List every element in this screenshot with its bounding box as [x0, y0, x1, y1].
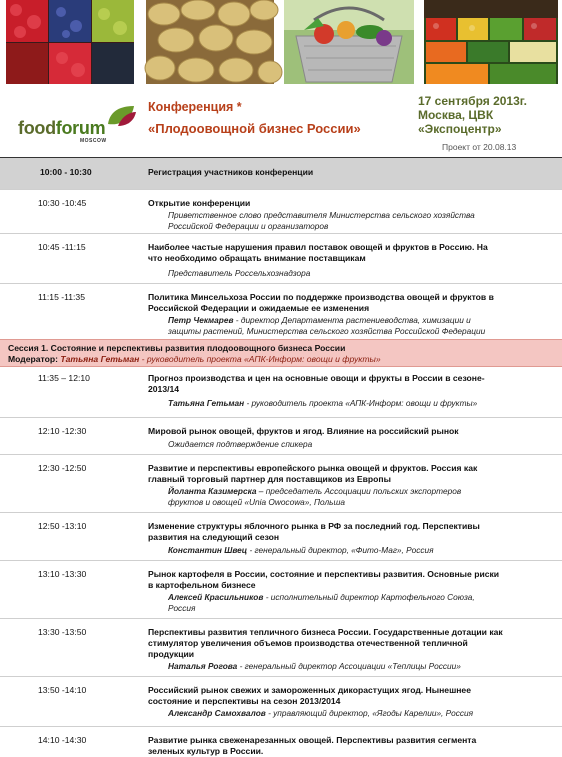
conference-label: Конференция *: [148, 100, 242, 114]
title-line: Изменение структуры яблочного рынка в РФ за последний год. Перспективы: [148, 521, 480, 531]
row-speaker: [168, 210, 548, 231]
schedule-row-greenhouse: [0, 618, 562, 676]
row-speaker: [168, 315, 548, 336]
schedule-row-potato: [0, 560, 562, 618]
logo-wordmark: [18, 118, 105, 139]
title-line: Политика Минсельхоза России по поддержке производства овощей и фруктов в: [148, 292, 494, 302]
row-time: 13:10 -13:30: [38, 569, 87, 579]
row-time: 12:10 -12:30: [38, 426, 87, 436]
schedule-row-europe: [0, 454, 562, 512]
title-line: Развитие рынка свеженарезанных овощей. Перспективы развития сегмента: [148, 735, 477, 745]
row-time: 14:10 -14:30: [38, 735, 87, 745]
foodforum-logo: [18, 104, 138, 152]
title-line: зеленых культур в России.: [148, 746, 264, 756]
session-header: [0, 339, 562, 367]
speaker-role: - директор Департамента растениеводства, химизации и: [233, 315, 471, 325]
title-line: Российский рынок свежих и замороженных дикорастущих ягод. Нынешнее: [148, 685, 471, 695]
speaker-name: Александр Самохвалов: [168, 708, 266, 718]
row-title: [148, 735, 558, 757]
market-stall-photo: [424, 0, 558, 84]
speaker-role: – председатель Ассоциации польских экспортеров: [256, 486, 462, 496]
row-speaker: Представитель Россельхознадзора: [168, 268, 311, 278]
speaker-name: Йоланта Казимерска: [168, 486, 257, 496]
row-title: [148, 242, 558, 264]
moderator-name: Татьяна Гетьман: [60, 354, 140, 364]
schedule-row-apple: [0, 512, 562, 560]
speaker-role: - управляющий директор, «Ягоды Карелии», Россия: [265, 708, 474, 718]
row-speaker: [168, 486, 548, 507]
speaker-line: Российской Федерации и организаторов: [168, 220, 329, 231]
title-line: развития на следующий сезон: [148, 532, 280, 542]
potatoes-photo: [146, 0, 274, 84]
logo-subtitle: MOSCOW: [80, 138, 107, 144]
leaf-icon: [104, 104, 138, 128]
row-speaker: [168, 592, 548, 613]
row-time: 12:50 -13:10: [38, 521, 87, 531]
moderator-label: Модератор:: [8, 354, 59, 364]
title-line: что необходимо обращать внимание поставщикам: [148, 253, 366, 263]
row-title: [148, 373, 558, 395]
berries-photo: [6, 0, 134, 84]
speaker-name: Татьяна Гетьман: [168, 398, 245, 408]
speaker-role: - генеральный директор, «Фито-Маг», Россия: [247, 545, 434, 555]
header-photos: [0, 0, 562, 88]
project-version: Проект от 20.08.13: [442, 142, 517, 152]
speaker-name: Алексей Красильников: [168, 592, 264, 602]
row-title: Мировой рынок овощей, фруктов и ягод. Влияние на российский рынок: [148, 426, 459, 436]
session-title: Сессия 1. Состояние и перспективы развития плодоовощного бизнеса России: [8, 343, 346, 353]
row-speaker: [168, 398, 548, 409]
title-line: Российской Федерации и ожидаемые ее изменения: [148, 303, 370, 313]
event-place: [418, 94, 527, 136]
schedule-row-violations: [0, 233, 562, 283]
title-line: Рынок картофеля в России, состояние и перспективы развития. Основные риски: [148, 569, 500, 579]
row-speaker: Ожидается подтверждение спикера: [168, 439, 313, 449]
row-title: [148, 292, 558, 314]
row-title: Открытие конференции: [148, 198, 251, 208]
row-title: [148, 627, 558, 660]
schedule-row-policy: [0, 283, 562, 339]
schedule-row-opening: [0, 189, 562, 233]
speaker-role: - руководитель проекта «АПК-Информ: овощи и фрукты»: [244, 398, 478, 408]
row-time: 10:30 -10:45: [38, 198, 87, 208]
row-speaker: [168, 661, 548, 672]
row-title: [148, 569, 558, 591]
title-line: продукции: [148, 649, 195, 659]
speaker-role: фруктов и овощей «Unia Owocowa», Польша: [168, 496, 346, 507]
title-line: Развитие и перспективы европейского рынка овощей и фруктов. Россия как: [148, 463, 478, 473]
speaker-role: защиты растений, Министерства сельского хозяйства Российской Федерации: [168, 325, 486, 336]
speaker-name: Константин Швец: [168, 545, 248, 555]
row-time: 11:15 -11:35: [38, 292, 85, 302]
row-time: 12:30 -12:50: [38, 463, 87, 473]
schedule-row-forecast: [0, 367, 562, 417]
speaker-line: Приветственное слово представителя Министерства сельского хозяйства: [168, 210, 475, 220]
moderator-role: - руководитель проекта «АПК-Информ: овощи и фрукты»: [139, 354, 381, 364]
speaker-role: Россия: [168, 602, 196, 613]
schedule-row-cut-veg: [0, 726, 562, 756]
event-venue: «Экспоцентр»: [418, 122, 502, 136]
title-line: в картофельном бизнесе: [148, 580, 256, 590]
speaker-name: Наталья Рогова: [168, 661, 238, 671]
title-line: главный торговый партнер для поставщиков из Европы: [148, 474, 391, 484]
row-title: [148, 521, 558, 543]
row-speaker: [168, 545, 548, 556]
row-time: 13:50 -14:10: [38, 685, 87, 695]
title-line: 2013/14: [148, 384, 180, 394]
event-city: Москва, ЦВК: [418, 108, 494, 122]
event-date: 17 сентября 2013г.: [418, 94, 527, 108]
row-title: [148, 463, 558, 485]
speaker-role: - исполнительный директор Картофельного Союза,: [263, 592, 475, 602]
title-line: стимулятор увеличения объемов производства отечественной тепличной: [148, 638, 468, 648]
row-time: 13:30 -13:50: [38, 627, 87, 637]
row-time: 10:00 - 10:30: [40, 167, 92, 177]
vegetable-basket-photo: [284, 0, 414, 84]
row-time: 10:45 -11:15: [38, 242, 86, 252]
speaker-role: - генеральный директор Ассоциации «Теплицы России»: [237, 661, 461, 671]
logo-forum: forum: [55, 118, 106, 138]
row-title: [148, 685, 558, 707]
schedule-row-world-market: [0, 417, 562, 454]
row-speaker: [168, 708, 548, 719]
row-title: Регистрация участников конференции: [148, 167, 314, 177]
title-line: Прогноз производства и цен на основные овощи и фрукты в России в сезоне-: [148, 373, 485, 383]
logo-food: food: [18, 118, 56, 138]
speaker-name: Петр Чекмарев: [168, 315, 234, 325]
title-line: Перспективы развития тепличного бизнеса России. Государственные дотации как: [148, 627, 503, 637]
title-line: Наиболее частые нарушения правил поставок овощей и фруктов в Россию. На: [148, 242, 488, 252]
title-line: состояние и перспективы на сезон 2013/2014: [148, 696, 341, 706]
schedule-row-registration: [0, 157, 562, 189]
conference-title: «Плодоовощной бизнес России»: [148, 121, 361, 136]
row-time: 11:35 – 12:10: [38, 373, 90, 383]
schedule-row-berries: [0, 676, 562, 726]
session-moderator: [8, 354, 381, 364]
